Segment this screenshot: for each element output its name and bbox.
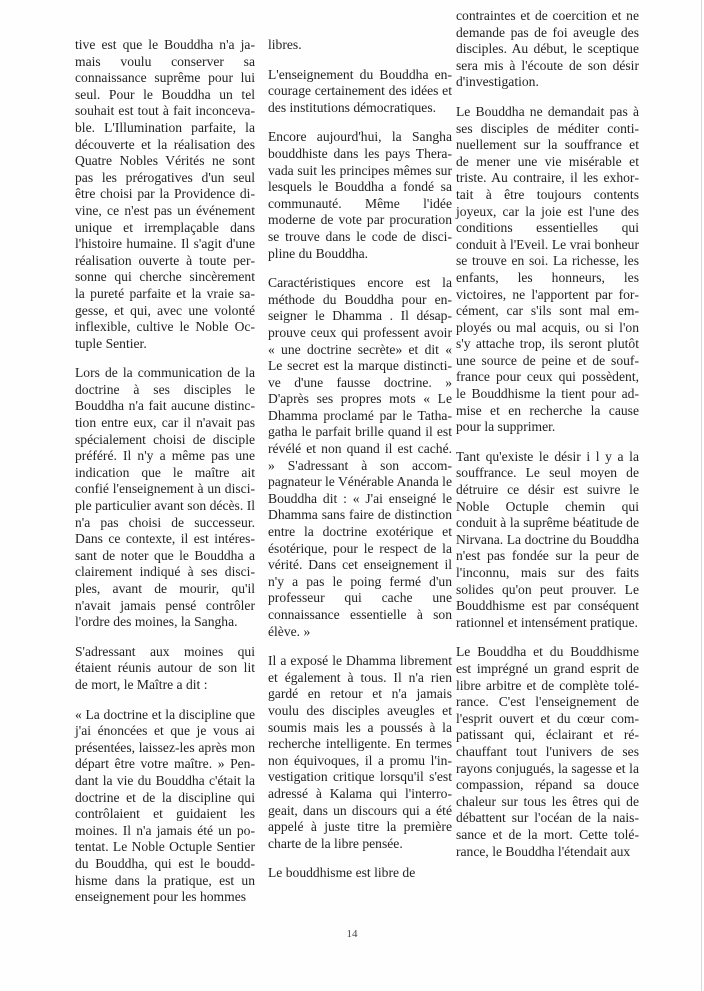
paragraph: Caractéristiques encore est la méthode du Bouddha pour enseigner le Dhamma . Il désapprouve ceux qui professent avoir « une doctrine secrète» et dit « Le secret est la marque distinctive d'une fausse doctrine. » D'après ses propres mots « Le Dhamma proclamé par le Tathagatha le parfait brille quand il est révélé et non quand il est caché. » S'adressant à son accompagnateur le Vénérable Ananda le Bouddha dit : « J'ai enseigné le Dhamma sans faire de distinction entre la doctrine exotérique et ésotérique, pour le respect de la vérité. Dans cet enseignement il n'y a pas le poing fermé d'un professeur qui cache une connaissance essentielle à son élève. » (268, 275, 452, 639)
paragraph: libres. (268, 37, 302, 52)
paragraph: contraintes et de coercition et ne demande pas de foi aveugle des disciples. Au début, le sceptique sera mis à l'écoute de son désir d'investigation. (456, 8, 639, 90)
paragraph: Lors de la communication de la doctrine à ses disciples le Bouddha n'a fait aucune distinction entre eux, car il n'avait pas spécialement choisi de disciple préféré. Il n'y a même pas une indication que le maître ait confié l'enseignement à un disciple particulier avant son décès. Il n'a pas choisi de successeur. Dans ce contexte, il est intéressant de noter que le Bouddha a clairement indiqué à ses disciples, avant de mourir, qu'il n'avait jamais pensé contrôler l'ordre des moines, la Sangha. (75, 365, 255, 630)
paragraph: Le Bouddha et du Bouddhisme est imprégné un grand esprit de libre arbitre et de complète tolérance. C'est l'enseignement de l'esprit ouvert et du cœur compatissant qui, éclairant et réchauffant tout l'univers de ses rayons conjugués, la sagesse et la compassion, répand sa douce chaleur sur tous les êtres qui de débattent sur l'océan de la naissance et de la mort. Cette tolérance, le Bouddha l'étendait aux (456, 644, 639, 859)
paragraph: S'adressant aux moines qui étaient réunis autour de son lit de mort, le Maître a dit : (75, 643, 255, 692)
text-column-3 (456, 8, 639, 873)
text-column-1 (75, 37, 255, 919)
text-column-2 (268, 37, 452, 895)
paragraph: Le Bouddha ne demandait pas à ses disciples de méditer continuellement sur la souffrance et de mener une vie misérable et triste. Au contraire, il les exhortait à être toujours contents joyeux, car la joie est l'une des conditions essentielles qui conduit à l'Eveil. Le vrai bonheur se trouve en soi. La richesse, les enfants, les honneurs, les victoires, ne l'apportent par forcément, car s'ils sont mal employés ou mal acquis, ou si l'on s'y attache trop, ils seront plutôt une source de peine et de souffrance pour ceux qui possèdent, le Bouddhisme la tient pour admise et en recherche la cause pour la supprimer. (456, 103, 639, 435)
paragraph: L'enseignement du Bouddha encourage certainement des idées et des institutions démocratiques. (268, 66, 452, 115)
paragraph: « La doctrine et la discipline que j'ai énoncées et que je vous ai présentées, laissez-les après mon départ être votre maître. » Pendant la vie du Bouddha c'était la doctrine et de la discipline qui contrôlaient et guidaient les moines. Il n'a jamais été un potentat. Le Noble Octuple Sentier du Bouddha, qui est le bouddhisme dans la pratique, est un enseignement pour les hommes (75, 706, 255, 905)
paragraph: Tant qu'existe le désir i l y a la souffrance. Le seul moyen de détruire ce désir est suivre le Noble Octuple chemin qui conduit à la suprême béatitude de Nirvana. La doctrine du Bouddha n'est pas fondée sur la peur de l'inconnu, mais sur des faits solides qu'on peut prouver. Le Bouddhisme est par conséquent rationnel et intensément pratique. (456, 448, 639, 630)
paragraph: Encore aujourd'hui, la Sangha bouddhiste dans les pays Theravada suit les principes mêmes sur lesquels le Bouddha a fondé sa communauté. Même l'idée moderne de vote par procuration se trouve dans le code de discipline du Bouddha. (268, 129, 452, 261)
page-number: 14 (346, 928, 358, 940)
paragraph: Le bouddhisme est libre de (268, 865, 416, 881)
scan-edge-divider (701, 0, 702, 991)
paragraph: tive est que le Bouddha n'a jamais voulu conserver sa connaissance suprême pour lui seul. Pour le Bouddha un tel souhait est tout à fait inconcevable. L'Illumination parfaite, la découverte et la réalisation des Quatre Nobles Vérités ne sont pas les prérogatives d'un seul être choisi par la Providence divine, ce n'est pas un événement unique et irremplaçable dans l'histoire humaine. Il s'agit d'une réalisation ouverte à toute personne qui cherche sincèrement la pureté parfaite et la vraie sagesse, et qui, avec une volonté inflexible, cultive le Noble Octuple Sentier. (75, 37, 255, 351)
paragraph: Il a exposé le Dhamma librement et également à tous. Il n'a rien gardé en retour et n'a jamais voulu des disciples aveugles et soumis mais les a poussés à la recherche intelligente. En termes non équivoques, il a promu l'investigation critique lorsqu'il s'est adressé à Kalama qui l'interrogeait, dans un discours qui a été appelé à juste titre la première charte de la libre pensée. (268, 653, 452, 851)
